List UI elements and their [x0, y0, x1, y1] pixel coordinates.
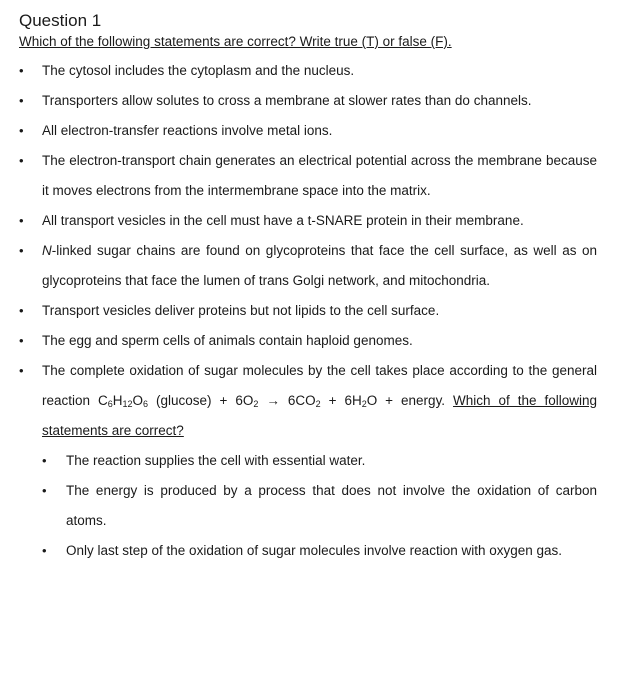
bullet-icon: •: [19, 363, 24, 378]
bullet-icon: •: [19, 153, 24, 168]
bullet-icon: •: [42, 453, 47, 468]
bullet-icon: •: [19, 213, 24, 228]
statement-list: [19, 56, 597, 566]
subscript: 6: [143, 399, 149, 409]
formula-part: O: [132, 393, 144, 408]
formula-part: + 6H: [320, 393, 362, 408]
sub-statement-text: The reaction supplies the cell with essential water.: [66, 453, 366, 468]
sub-question: Which of the following statements are correct?: [42, 393, 597, 438]
subscript: 6: [107, 399, 113, 409]
bullet-icon: •: [19, 333, 24, 348]
document: [19, 10, 597, 566]
statement-item-reaction: [19, 356, 597, 566]
statement-text: -linked sugar chains are found on glycoproteins that face the cell surface, as well as on glycoproteins that face the lumen of trans Golgi network, and mitochondria.: [42, 243, 597, 288]
bullet-icon: •: [19, 243, 24, 258]
statement-item: [19, 86, 597, 116]
statement-text: The electron-transport chain generates an electrical potential across the membrane because it moves electrons from the intermembrane space into the matrix.: [42, 153, 597, 198]
statement-text: All electron-transfer reactions involve metal ions.: [42, 123, 333, 138]
statement-text: The cytosol includes the cytoplasm and the nucleus.: [42, 63, 355, 78]
bullet-icon: •: [19, 63, 24, 78]
formula-part: (glucose) + 6O: [148, 393, 254, 408]
formula-part: H: [112, 393, 123, 408]
instruction: Which of the following statements are correct? Write true (T) or false (F).: [19, 34, 452, 49]
statement-item: [19, 116, 597, 146]
formula-part: O + energy.: [366, 393, 454, 408]
sub-statement-item: [42, 476, 597, 536]
bullet-icon: •: [19, 123, 24, 138]
bullet-icon: •: [19, 93, 24, 108]
italic-prefix: N: [42, 243, 52, 258]
subscript: 2: [315, 399, 321, 409]
sub-statement-item: [42, 446, 597, 476]
question-title: Question 1: [19, 11, 102, 30]
sub-statement-item: [42, 536, 597, 566]
sub-statement-text: The energy is produced by a process that does not involve the oxidation of carbon atoms.: [66, 483, 597, 528]
subscript: 12: [122, 399, 133, 409]
statement-text: Transporters allow solutes to cross a membrane at slower rates than do channels.: [42, 93, 532, 108]
statement-item: [19, 236, 597, 296]
statement-item: [19, 146, 597, 206]
statement-text: All transport vesicles in the cell must have a t-SNARE protein in their membrane.: [42, 213, 524, 228]
statement-text: The egg and sperm cells of animals contain haploid genomes.: [42, 333, 413, 348]
reaction-intro: The complete oxidation of sugar molecules by the cell takes place according to the general reaction C: [42, 363, 597, 408]
formula-part: → 6CO: [258, 393, 316, 408]
statement-text: Transport vesicles deliver proteins but not lipids to the cell surface.: [42, 303, 440, 318]
subscript: 2: [361, 399, 367, 409]
statement-item: [19, 326, 597, 356]
statement-item: [19, 296, 597, 326]
sub-statement-list: [42, 446, 597, 566]
sub-statement-text: Only last step of the oxidation of sugar molecules involve reaction with oxygen gas.: [66, 543, 563, 558]
bullet-icon: •: [42, 483, 47, 498]
subscript: 2: [253, 399, 259, 409]
bullet-icon: •: [42, 543, 47, 558]
bullet-icon: •: [19, 303, 24, 318]
statement-item: [19, 56, 597, 86]
statement-item: [19, 206, 597, 236]
